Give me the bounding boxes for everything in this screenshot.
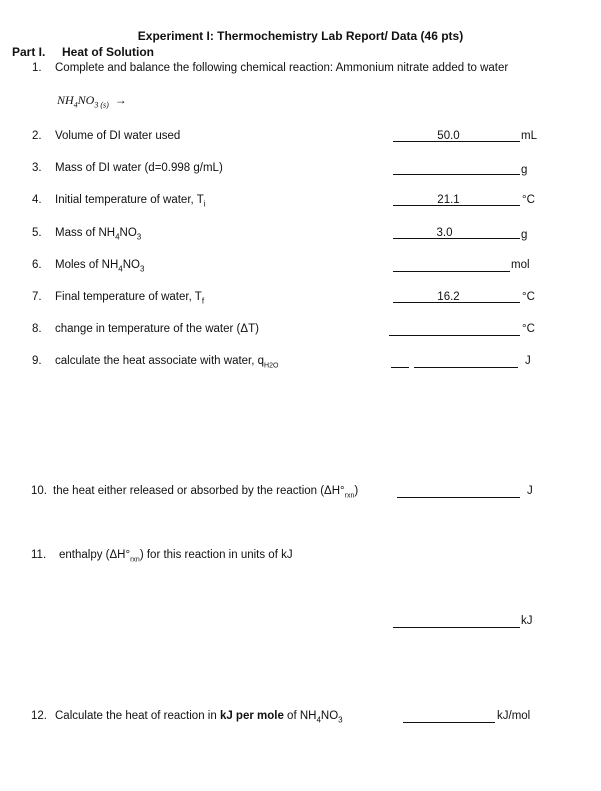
q9-text-main: calculate the heat associate with water, q bbox=[55, 355, 265, 367]
q5-text-b: NO bbox=[119, 227, 137, 239]
q10-text-a: the heat either released or absorbed by the reaction (ΔH° bbox=[53, 485, 345, 497]
q3-text: Mass of DI water (d=0.998 g/mL) bbox=[55, 162, 223, 174]
q3-number: 3. bbox=[32, 162, 42, 174]
q7-unit: °C bbox=[522, 291, 535, 303]
q7-text-main: Final temperature of water, T bbox=[55, 291, 202, 303]
q7-text-sub: f bbox=[201, 296, 205, 306]
q8-text: change in temperature of the water (ΔT) bbox=[55, 323, 259, 335]
q10-unit: J bbox=[527, 485, 533, 497]
q11-text-a: enthalpy (ΔH° bbox=[59, 549, 131, 561]
q12-unit: kJ/mol bbox=[497, 710, 531, 722]
q5-unit: g bbox=[521, 229, 528, 241]
eq-formula-nh: NH bbox=[57, 93, 74, 107]
q10-text-b: ) bbox=[354, 485, 359, 497]
q12-text-b: of NH bbox=[283, 710, 317, 722]
q12-text-bold: kJ per mole bbox=[219, 710, 284, 722]
q6-sub-b: 3 bbox=[139, 264, 145, 274]
q2-number: 2. bbox=[32, 130, 42, 142]
q1-equation bbox=[57, 93, 127, 109]
q12-text-a: Calculate the heat of reaction in bbox=[55, 710, 220, 722]
reaction-arrow-icon: → bbox=[114, 93, 127, 107]
q4-number: 4. bbox=[32, 194, 42, 206]
eq-sub-3s: 3 (s) bbox=[94, 100, 109, 110]
page-title: Experiment I: Thermochemistry Lab Report/ Data (46 pts) bbox=[137, 29, 464, 43]
q12-text bbox=[55, 710, 343, 724]
q11-text-b: ) for this reaction in units of kJ bbox=[139, 549, 293, 561]
q11-text bbox=[59, 549, 293, 563]
q10-text-sub: rxn bbox=[344, 492, 355, 500]
eq-sub-4: 4 bbox=[73, 100, 78, 110]
q5-sub-a: 4 bbox=[115, 232, 120, 242]
q5-answer-field[interactable] bbox=[393, 226, 520, 239]
q6-text bbox=[55, 259, 144, 273]
q1-number: 1. bbox=[32, 62, 42, 74]
q5-sub-b: 3 bbox=[136, 232, 142, 242]
q9-answer-field-prefix bbox=[391, 355, 409, 368]
q5-text bbox=[55, 227, 141, 241]
q9-text-sub: H2O bbox=[264, 362, 279, 370]
q8-unit: °C bbox=[522, 323, 535, 335]
q8-number: 8. bbox=[32, 323, 42, 335]
part-title: Heat of Solution bbox=[62, 45, 154, 59]
q7-answer-value: 16.2 bbox=[437, 291, 460, 303]
q12-number: 12. bbox=[31, 710, 47, 722]
q10-answer-field[interactable] bbox=[397, 485, 520, 498]
q8-answer-field[interactable] bbox=[389, 323, 520, 336]
q4-answer-field[interactable] bbox=[393, 193, 520, 206]
q6-text-b: NO bbox=[122, 259, 140, 271]
q4-answer-value: 21.1 bbox=[437, 194, 460, 206]
q3-answer-field[interactable] bbox=[393, 162, 520, 175]
q11-text-sub: rxn bbox=[130, 556, 140, 564]
q12-sub-b: 3 bbox=[338, 715, 343, 725]
q7-number: 7. bbox=[32, 291, 42, 303]
q1-text: Complete and balance the following chemical reaction: Ammonium nitrate added to water bbox=[55, 62, 509, 74]
q9-unit: J bbox=[525, 355, 531, 367]
q9-answer-field[interactable] bbox=[414, 355, 518, 368]
q2-answer-value: 50.0 bbox=[437, 130, 460, 142]
q10-text bbox=[53, 485, 358, 499]
q4-unit: °C bbox=[522, 194, 535, 206]
q11-number: 11. bbox=[31, 549, 47, 561]
part-label: Part I. bbox=[12, 45, 46, 59]
q4-text-sub: i bbox=[203, 199, 206, 209]
q7-answer-field[interactable] bbox=[393, 290, 520, 303]
q7-text bbox=[55, 291, 204, 305]
q6-answer-field[interactable] bbox=[393, 259, 510, 272]
q11-answer-field[interactable] bbox=[393, 615, 520, 628]
q10-number: 10. bbox=[31, 485, 47, 497]
q5-answer-value: 3.0 bbox=[436, 227, 453, 239]
q11-unit: kJ bbox=[521, 615, 533, 627]
q12-text-c: NO bbox=[320, 710, 339, 722]
q4-text-main: Initial temperature of water, T bbox=[55, 194, 204, 206]
q12-sub-a: 4 bbox=[316, 715, 321, 725]
q9-number: 9. bbox=[32, 355, 42, 367]
q2-text: Volume of DI water used bbox=[55, 130, 181, 142]
q2-unit: mL bbox=[521, 130, 537, 142]
q4-text bbox=[55, 194, 206, 208]
q2-answer-field[interactable] bbox=[393, 129, 520, 142]
q6-text-a: Moles of NH bbox=[55, 259, 119, 271]
q5-number: 5. bbox=[32, 227, 42, 239]
q6-sub-a: 4 bbox=[118, 264, 123, 274]
q5-text-a: Mass of NH bbox=[55, 227, 116, 239]
eq-formula-no: NO bbox=[77, 93, 95, 107]
q12-answer-field[interactable] bbox=[403, 710, 495, 723]
q9-text bbox=[55, 355, 278, 369]
q6-unit: mol bbox=[511, 259, 530, 271]
q3-unit: g bbox=[521, 164, 528, 176]
q6-number: 6. bbox=[32, 259, 42, 271]
